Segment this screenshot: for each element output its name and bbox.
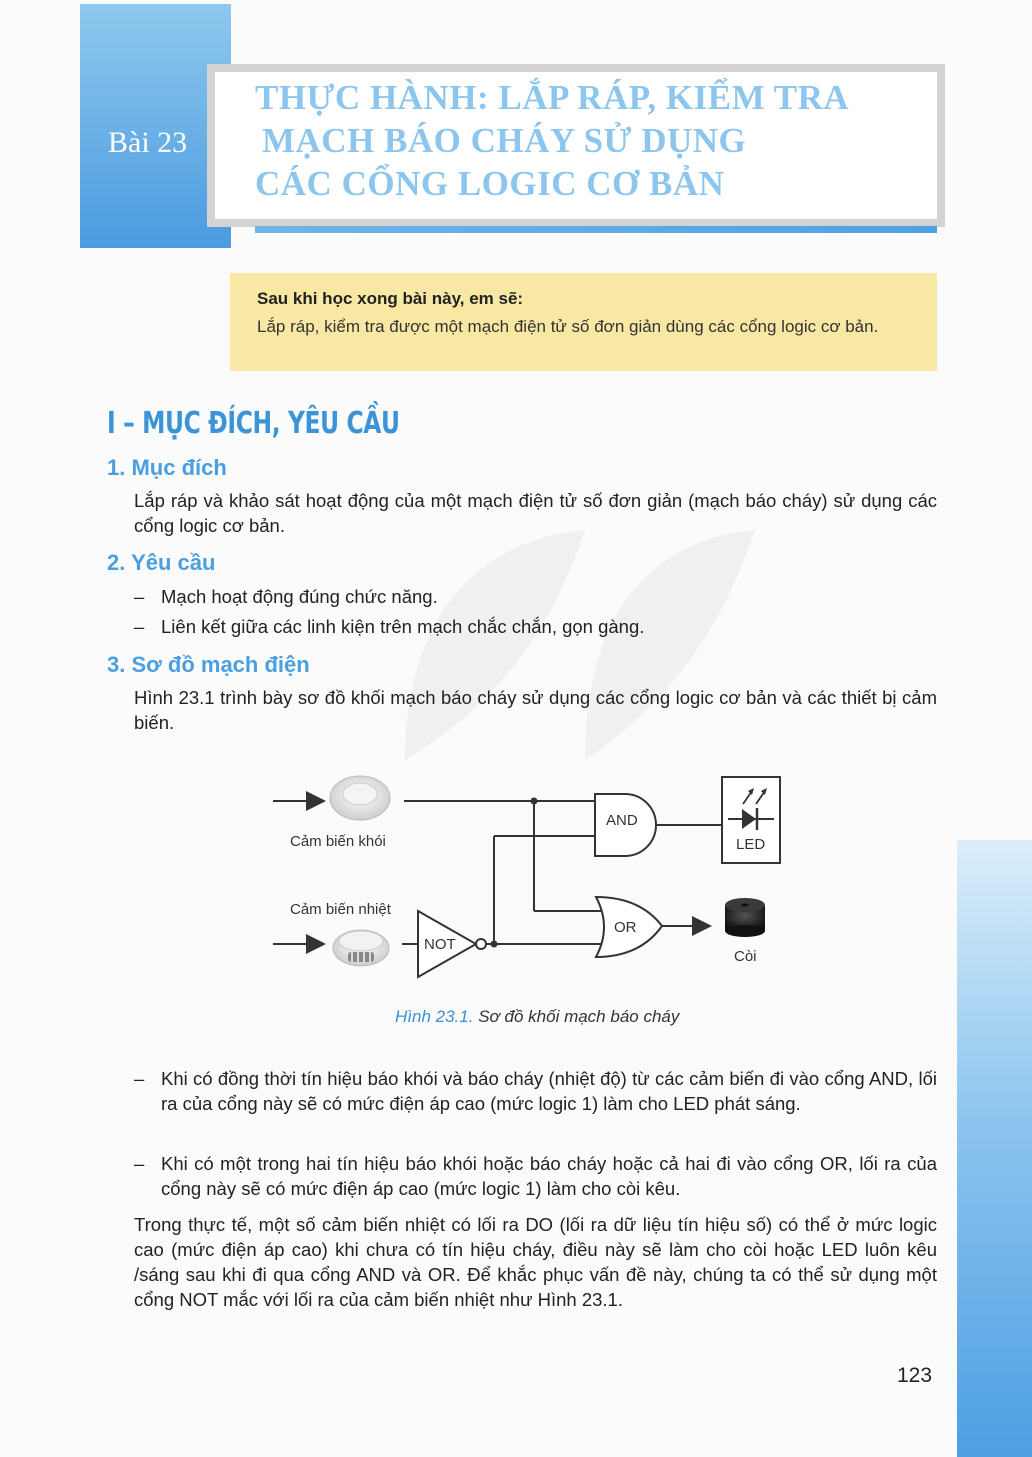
diagram-heading: 3. Sơ đồ mạch điện bbox=[107, 652, 310, 677]
junction-dot bbox=[531, 798, 538, 805]
heat-sensor-icon bbox=[333, 930, 389, 966]
diagram-intro: Hình 23.1 trình bày sơ đồ khối mạch báo cháy sử dụng các cổng logic cơ bản và các thiết bị cảm biến. bbox=[134, 687, 937, 733]
buzzer-icon bbox=[725, 898, 765, 937]
caption-number: Hình 23.1. bbox=[395, 1007, 474, 1026]
smoke-sensor-icon bbox=[330, 776, 390, 820]
smoke-sensor-label: Cảm biến khói bbox=[290, 833, 386, 850]
lesson-title-line-3: CÁC CỔNG LOGIC CƠ BẢN bbox=[255, 164, 725, 203]
purpose-text: Lắp ráp và khảo sát hoạt động của một mạch điện tử số đơn giản (mạch báo cháy) sử dụng các cổng logic cơ bản. bbox=[134, 490, 937, 536]
not-label: NOT bbox=[424, 936, 456, 953]
objective-heading: Sau khi học xong bài này, em sẽ: bbox=[257, 289, 524, 308]
junction-dot bbox=[491, 941, 498, 948]
or-label: OR bbox=[614, 919, 637, 936]
lesson-title-line-2: MẠCH BÁO CHÁY SỬ DỤNG bbox=[262, 121, 747, 160]
page-number: 123 bbox=[897, 1364, 933, 1387]
lesson-title-line-1: THỰC HÀNH: LẮP RÁP, KIỂM TRA bbox=[255, 78, 850, 117]
heat-sensor-label: Cảm biến nhiệt bbox=[290, 901, 391, 918]
lesson-number: Bài 23 bbox=[108, 126, 188, 159]
figure-caption bbox=[395, 1007, 679, 1027]
requirements-heading: 2. Yêu cầu bbox=[107, 550, 216, 575]
section-heading: I – MỤC ĐÍCH, YÊU CẦU bbox=[107, 406, 400, 441]
buzzer-label: Còi bbox=[734, 948, 757, 965]
explanation-paragraph: Trong thực tế, một số cảm biến nhiệt có lối ra DO (lối ra dữ liệu tín hiệu số) có thể ở mức logic cao (mức điện áp cao) khi chưa có tín hiệu cháy, điều này sẽ làm cho còi hoặc LED luôn kêu /sáng sau khi đi qua cổng AND và OR. Để khắc phục vấn đề này, chúng ta có thể sử dụng một cổng NOT mắc với lối ra của cảm biến nhiệt như Hình 23.1. bbox=[134, 1214, 937, 1310]
purpose-heading: 1. Mục đích bbox=[107, 455, 227, 480]
objective-text: Lắp ráp, kiểm tra được một mạch điện tử số đơn giản dùng các cổng logic cơ bản. bbox=[257, 317, 879, 336]
and-label: AND bbox=[606, 812, 638, 829]
led-label: LED bbox=[736, 836, 766, 853]
caption-text: Sơ đồ khối mạch báo cháy bbox=[478, 1007, 680, 1026]
